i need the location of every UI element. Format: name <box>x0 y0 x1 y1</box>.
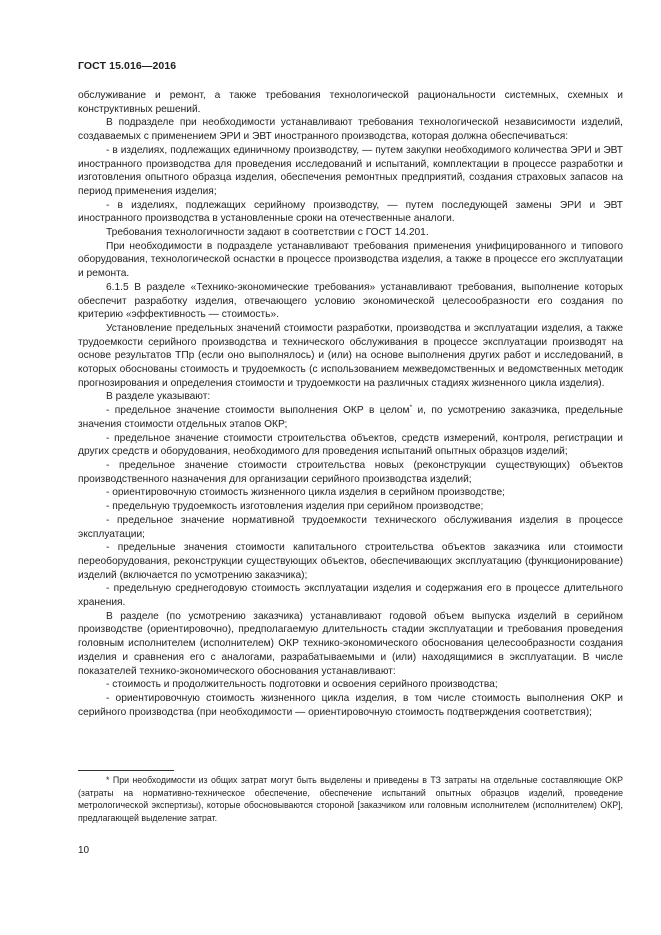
list-item: - ориентировочную стоимость жизненного цикла изделия в серийном производстве; <box>106 487 505 499</box>
list-item: - предельные значения стоимости капитального строительства объектов заказчика или стоимости переоборудования, реконструкции существующих объектов, обеспечивающих эксплуатацию (функционирование) изделий (включается по усмотрению заказчика); <box>78 542 623 581</box>
footnote-text <box>78 774 623 824</box>
footnote-body: При необходимости из общих затрат могут быть выделены и приведены в ТЗ затраты на отдельные составляющие ОКР (затраты на нормативно-техническое обеспечение, обеспечение испытаний опытных образцов изделий, проведение метрологической экспертизы), которые обосновываются стороной [заказчиком или головным исполнителем (исполнителем) ОКР], предлагающей выделение затрат. <box>78 775 623 823</box>
paragraph: В подразделе при необходимости устанавливают требования технологической независимости изделий, создаваемых с применением ЭРИ и ЭВТ иностранного производства, которая должна обеспечиваться: <box>78 117 623 143</box>
document-header: ГОСТ 15.016—2016 <box>78 60 177 72</box>
list-item-text: - предельное значение стоимости выполнения ОКР в целом <box>106 405 410 417</box>
footnote-marker: * <box>106 775 110 785</box>
list-item: - ориентировочную стоимость жизненного цикла изделия, в том числе стоимость выполнения ОКР и серийного производства (при необходимости — ориентировочную стоимость подтверждения соответствия); <box>78 692 623 718</box>
list-item-text-continued: и, по усмотрению заказчика, предельные значения стоимости отдельных этапов ОКР; <box>78 405 623 430</box>
list-item: - предельную трудоемкость изготовления изделия при серийном производстве; <box>106 501 484 513</box>
footnote-divider <box>78 770 174 771</box>
list-item: - стоимость и продолжительность подготовки и освоения серийного производства; <box>106 679 498 691</box>
list-item: - предельное значение нормативной трудоемкости технического обслуживания изделия в процессе эксплуатации; <box>78 514 623 540</box>
list-item <box>78 404 623 431</box>
footnote <box>78 774 623 824</box>
footnote-reference: * <box>409 404 413 412</box>
list-item: - предельное значение стоимости строительства новых (реконструкции существующих) объектов производственного назначения для организации серийного производства изделий; <box>78 459 623 485</box>
page-number: 10 <box>78 845 90 856</box>
paragraph: В разделе (по усмотрению заказчика) устанавливают годовой объем выпуска изделий в серийном производстве (ориентировочно), предполагаемую длительность стадии эксплуатации и требования проведения головным исполнителем (исполнителем) ОКР технико-экономического обоснования целесообразности создания изделия и сравнения его с аналогами, разрабатываемыми и (или) находящимися в эксплуатации. В числе показателей технико-экономического обоснования устанавливают: <box>78 610 623 677</box>
list-item: - предельную среднегодовую стоимость эксплуатации изделия и содержания его в процессе длительного хранения. <box>78 583 623 609</box>
paragraph: обслуживание и ремонт, а также требования технологической рациональности системных, схемных и конструктивных решений. <box>78 90 623 115</box>
list-item: - в изделиях, подлежащих серийному производству, — путем последующей замены ЭРИ и ЭВТ иностранного производства в установленные сроки на отечественные аналоги. <box>78 199 623 225</box>
paragraph: Требования технологичности задают в соответствии с ГОСТ 14.201. <box>106 227 429 239</box>
document-body <box>78 89 623 719</box>
list-item: - предельное значение стоимости строительства объектов, средств измерений, контроля, регистрации и других средств и оборудования, необходимого для проведения испытаний опытных образцов изделий; <box>78 432 623 458</box>
section-paragraph-6-1-5: 6.1.5 В разделе «Технико-экономические требования» устанавливают требования, выполнение которых обеспечит разработку изделия, отвечающего условию экономической целесообразности его создания по критерию «эффективность — стоимость». <box>78 281 623 321</box>
paragraph: При необходимости в подразделе устанавливают требования применения унифицированного и типового оборудования, технологической оснастки в процессе производства изделия, а также в процессе его эксплуатации и ремонта. <box>78 240 623 280</box>
list-item: - в изделиях, подлежащих единичному производству, — путем закупки необходимого количества ЭРИ и ЭВТ иностранного производства для проведения исследований и испытаний, комплектации в процессе разработки и изготовления опытного образца изделия, обеспечения ремонтных предприятий, создания страховых запасов на период применения изделия; <box>78 144 623 197</box>
paragraph: Установление предельных значений стоимости разработки, производства и эксплуатации изделия, а также трудоемкости серийного производства и технического обслуживания в процессе эксплуатации производят на основе результатов ТПр (если оно выполнялось) и (или) на основе выполнения других работ и исследований, в которых обоснованы стоимость и трудоемкость (с использованием межведомственных и ведомственных методик прогнозирования и определения стоимости и трудоемкости на различных стадиях жизненного цикла изделия). <box>78 322 623 389</box>
paragraph: В разделе указывают: <box>106 391 211 403</box>
